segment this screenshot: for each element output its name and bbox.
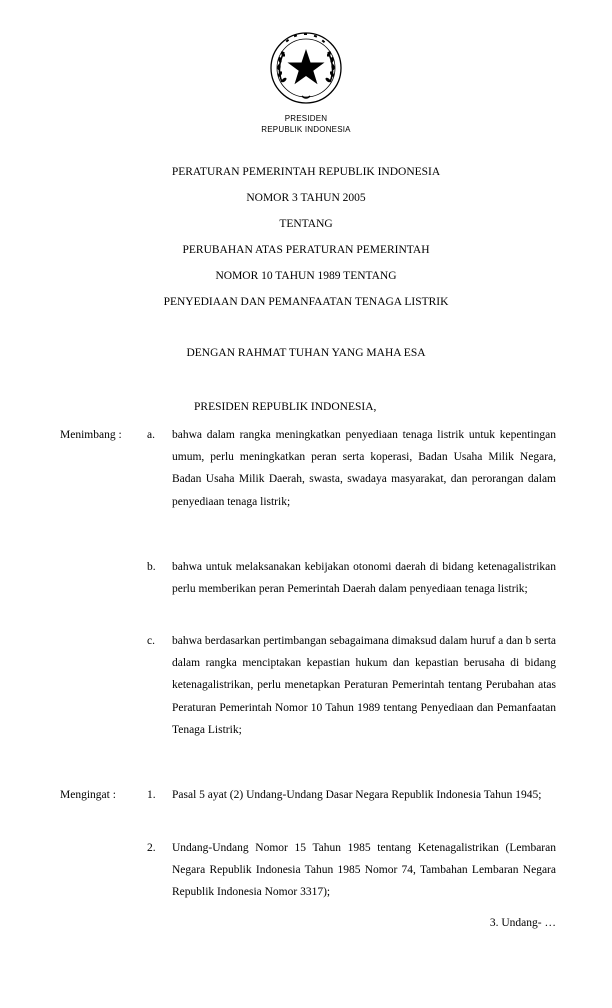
menimbang-item-a: bahwa dalam rangka meningkatkan penyediaan tenaga listrik untuk kepentingan umum, perlu meningkatkan peran serta koperasi, Badan Usaha Milik Negara, Badan Usaha Milik Daerah, swasta, swadaya masyarakat, dan perorangan dalam penyediaan tenaga listrik; (172, 429, 556, 508)
regulation-title-line4: PERUBAHAN ATAS PERATURAN PEMERINTAH (182, 244, 430, 256)
mengingat-marker-2: 2. (147, 842, 156, 854)
mengingat-label: Mengingat : (60, 789, 116, 801)
regulation-title-line6: PENYEDIAAN DAN PEMANFAATAN TENAGA LISTRIK (163, 296, 449, 308)
regulation-title-line1: PERATURAN PEMERINTAH REPUBLIK INDONESIA (171, 166, 441, 178)
regulation-number: NOMOR 3 TAHUN 2005 (246, 192, 366, 204)
president-line-text: PRESIDEN REPUBLIK INDONESIA, (194, 401, 377, 413)
office-caption-line2: REPUBLIK INDONESIA (261, 125, 351, 134)
menimbang-item-b: bahwa untuk melaksanakan kebijakan otonomi daerah di bidang ketenagalistrikan perlu memberikan peran Pemerintah Daerah dalam penyediaan tenaga listrik; (172, 561, 556, 596)
office-caption-line1: PRESIDEN (284, 114, 328, 123)
invocation: DENGAN RAHMAT TUHAN YANG MAHA ESA (186, 347, 426, 359)
page-continuation: 3. Undang- … (489, 917, 556, 929)
mengingat-marker-1: 1. (147, 789, 156, 801)
regulation-tentang: TENTANG (279, 218, 333, 230)
regulation-title-line5: NOMOR 10 TAHUN 1989 TENTANG (215, 270, 397, 282)
star-emblem-icon (268, 30, 344, 106)
menimbang-marker-c: c. (147, 635, 155, 647)
menimbang-marker-a: a. (147, 429, 155, 441)
menimbang-item-c: bahwa berdasarkan pertimbangan sebagaimana dimaksud dalam huruf a dan b serta dalam rangka menciptakan kepastian hukum dan kepastian berusaha di bidang ketenagalistrikan, perlu menetapkan Peraturan Pemerintah tentang Perubahan atas Peraturan Pemerintah Nomor 10 Tahun 1989 tentang Penyediaan dan Pemanfaatan Tenaga Listrik; (172, 635, 556, 736)
menimbang-label: Menimbang : (60, 429, 122, 441)
mengingat-item-1: Pasal 5 ayat (2) Undang-Undang Dasar Negara Republik Indonesia Tahun 1945; (172, 789, 542, 801)
mengingat-item-2: Undang-Undang Nomor 15 Tahun 1985 tentang Ketenagalistrikan (Lembaran Negara Republik Indonesia Tahun 1985 Nomor 74, Tambahan Lembaran Negara Republik Indonesia Nomor 3317); (172, 842, 556, 899)
menimbang-marker-b: b. (147, 561, 156, 573)
